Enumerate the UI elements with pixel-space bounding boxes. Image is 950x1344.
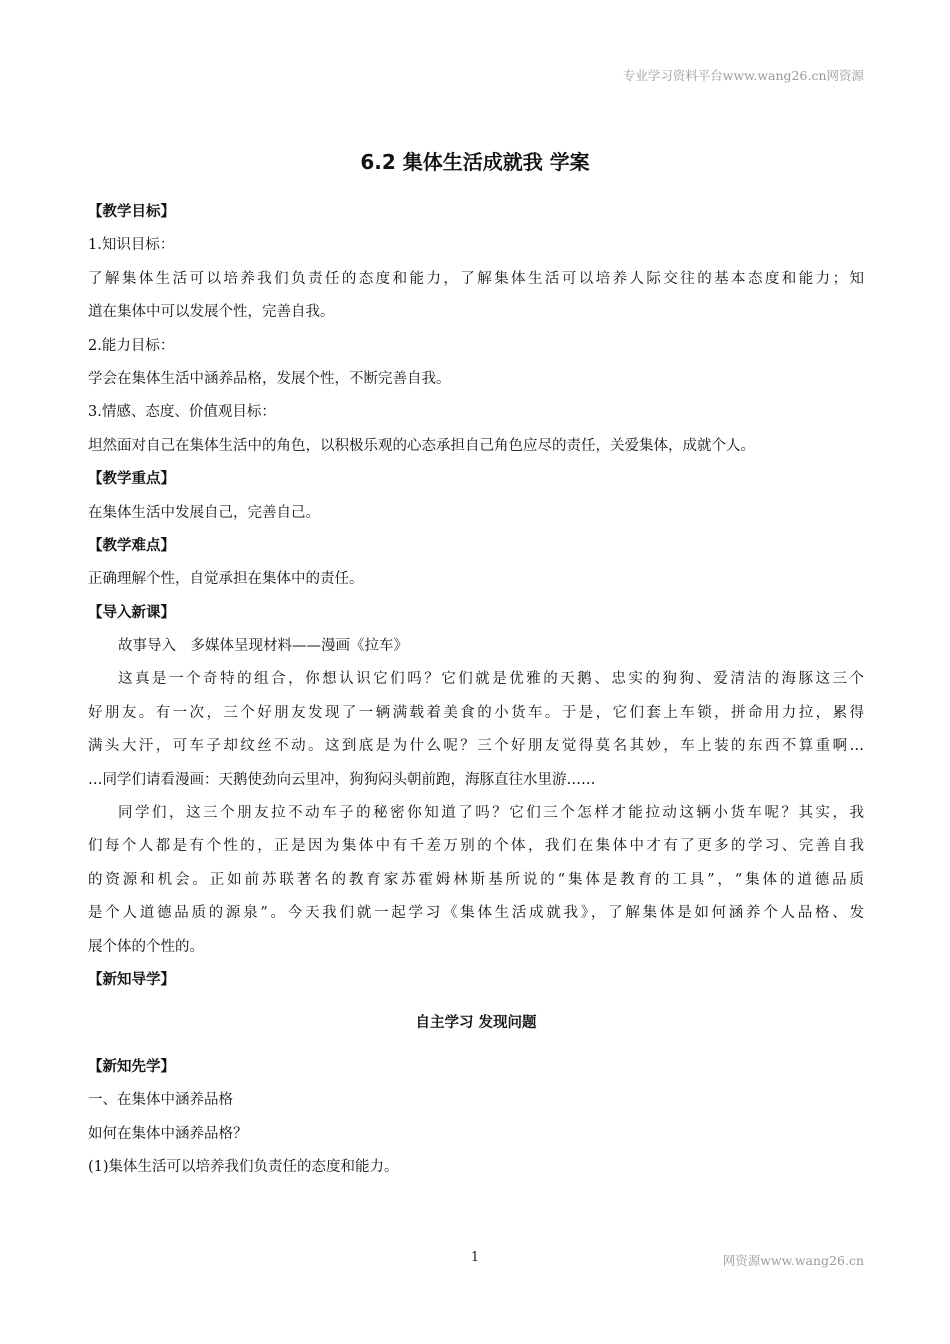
goal1-text-line-2: 道在集体中可以发展个性，完善自我。 [88, 304, 335, 321]
paragraph-line-1: 同学们，这三个朋友拉不动车子的秘密你知道了吗？它们三个怎样才能拉动这辆小货车呢？其实，我 [118, 805, 864, 822]
document-body [88, 196, 864, 1184]
story-line-4: …同学们请看漫画：天鹅使劲向云里冲，狗狗闷头朝前跑，海豚直往水里游…… [88, 771, 596, 788]
story-line-1: 这真是一个奇特的组合，你想认识它们吗？它们就是优雅的天鹅、忠实的狗狗、爱清洁的海豚这三个 [118, 671, 864, 688]
key-points-text: 在集体生活中发展自己，完善自己。 [88, 504, 320, 521]
section-heading-difficulties: 【教学难点】 [88, 537, 175, 554]
page-number: 1 [470, 1250, 480, 1265]
header-watermark-note: 专业学习资料平台www.wang26.cn网资源 [622, 68, 864, 83]
section-heading-intro: 【导入新课】 [88, 604, 175, 621]
section-heading-key-points: 【教学重点】 [88, 471, 175, 488]
paragraph-line-2: 们每个人都是有个性的，正是因为集体中有千差万别的个体，我们在集体中才有了更多的学习、完善自我 [88, 838, 864, 855]
paragraph-line-4: 是个人道德品质的源泉”。今天我们就一起学习《集体生活成就我》，了解集体是如何涵养个人品格、发 [88, 905, 864, 922]
goal2-text: 学会在集体生活中涵养品格，发展个性，不断完善自我。 [88, 370, 451, 387]
list-item: (1)集体生活可以培养我们负责任的态度和能力。 [88, 1158, 399, 1175]
intro-line: 故事导入 多媒体呈现材料——漫画《拉车》 [118, 638, 408, 655]
page-title: 6.2 集体生活成就我 学案 [360, 150, 590, 174]
goal1-text-line-1: 了解集体生活可以培养我们负责任的态度和能力，了解集体生活可以培养人际交往的基本态度和能力；知 [88, 270, 864, 287]
section-heading-goals: 【教学目标】 [88, 204, 175, 220]
difficulties-text: 正确理解个性，自觉承担在集体中的责任。 [88, 571, 364, 588]
footer-watermark-note: 网资源www.wang26.cn [722, 1253, 864, 1268]
goal3-label: 3.情感、态度、价值观目标： [88, 404, 276, 421]
story-line-3: 满头大汗，可车子却纹丝不动。这到底是为什么呢？三个好朋友觉得莫名其妙，车上装的东西不算重啊… [88, 738, 864, 755]
section-heading-new-guide: 【新知导学】 [88, 971, 175, 988]
paragraph-line-5: 展个体的个性的。 [88, 938, 204, 955]
story-line-2: 好朋友。有一次，三个好朋友发现了一辆满载着美食的小货车。于是，它们套上车锁，拼命用力拉，累得 [88, 704, 864, 721]
list-item: 一、在集体中涵养品格 [88, 1092, 233, 1109]
section-heading-pre-study: 【新知先学】 [88, 1058, 175, 1075]
sub-heading-self-study: 自主学习 发现问题 [415, 1015, 537, 1032]
goal1-label: 1.知识目标： [88, 237, 175, 254]
list-item: 如何在集体中涵养品格？ [88, 1125, 248, 1142]
goal2-label: 2.能力目标： [88, 337, 175, 354]
goal3-text: 坦然面对自己在集体生活中的角色，以积极乐观的心态承担自己角色应尽的责任，关爱集体，成就个人。 [88, 437, 755, 454]
paragraph-line-3: 的资源和机会。正如前苏联著名的教育家苏霍姆林斯基所说的“集体是教育的工具”，“集体的道德品质 [88, 871, 864, 888]
